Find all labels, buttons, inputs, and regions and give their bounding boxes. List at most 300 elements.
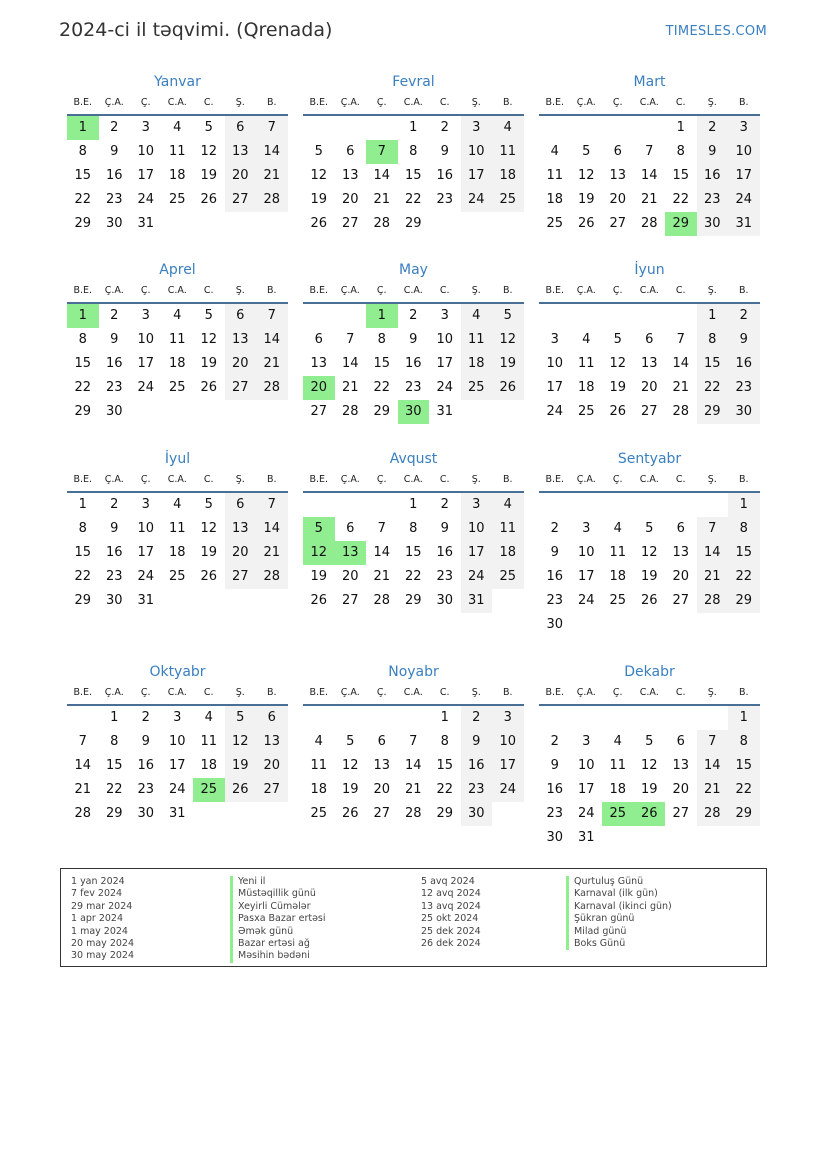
holiday-names-left <box>230 876 326 963</box>
day-cell: 4 <box>173 120 182 135</box>
weekday-label: C. <box>675 474 686 485</box>
weekday-label: Ç. <box>376 285 387 296</box>
holiday-entry: 29 mar 2024 <box>71 900 133 912</box>
day-cell: 27 <box>341 593 359 608</box>
day-cell: 19 <box>640 569 658 584</box>
holiday-dates-right <box>421 876 481 950</box>
day-cell: 9 <box>110 144 119 159</box>
week-row <box>539 754 760 778</box>
day-cell: 23 <box>436 192 454 207</box>
day-cell: 13 <box>672 545 690 560</box>
empty-cell <box>256 400 288 424</box>
empty-cell <box>193 400 225 424</box>
month-name: Mart <box>633 74 666 90</box>
day-cell: 26 <box>577 216 595 231</box>
day-cell: 1 <box>728 706 760 730</box>
day-cell: 28 <box>697 802 729 826</box>
month-name: Oktyabr <box>149 664 206 680</box>
day-cell: 28 <box>341 404 359 419</box>
day-cell: 5 <box>225 706 257 730</box>
weekday-label: B. <box>738 97 749 108</box>
day-cell: 19 <box>200 545 218 560</box>
day-cell: 3 <box>461 493 493 517</box>
week-row <box>67 730 288 754</box>
day-cell: 7 <box>346 332 355 347</box>
day-cell: 12 <box>492 328 524 352</box>
brand-link[interactable]: TIMESLES.COM <box>665 24 767 39</box>
weekday-label: Ş. <box>235 474 245 485</box>
day-cell: 5 <box>645 734 654 749</box>
empty-cell <box>256 589 288 613</box>
day-cell: 10 <box>137 521 155 536</box>
day-cell: 23 <box>546 806 564 821</box>
day-cell: 23 <box>697 188 729 212</box>
day-cell: 23 <box>404 380 422 395</box>
day-cell: 1 <box>366 304 398 328</box>
empty-cell <box>634 826 666 850</box>
day-cell: 19 <box>310 192 328 207</box>
day-cell: 31 <box>436 404 454 419</box>
day-cell: 13 <box>609 168 627 183</box>
day-cell: 15 <box>74 356 92 371</box>
weekday-label: Ş. <box>471 474 481 485</box>
day-cell: 26 <box>310 593 328 608</box>
weekday-label: B. <box>266 687 277 698</box>
weekday-label: Ç. <box>140 687 151 698</box>
weekday-label: B.E. <box>309 97 329 108</box>
month-i̇yul <box>67 449 288 613</box>
empty-cell <box>366 493 398 517</box>
week-row <box>539 541 760 565</box>
day-cell: 15 <box>404 545 422 560</box>
week-row <box>539 613 760 637</box>
day-cell: 1 <box>440 710 449 725</box>
holiday-entry: 13 avq 2024 <box>421 900 481 912</box>
week-row <box>539 212 760 236</box>
empty-cell <box>665 304 697 328</box>
day-cell: 7 <box>366 140 398 164</box>
week-row <box>539 116 760 140</box>
day-cell: 25 <box>168 569 186 584</box>
day-cell: 15 <box>728 541 760 565</box>
weekday-label: B. <box>502 474 513 485</box>
weekday-label: C. <box>203 474 214 485</box>
weekday-label: C.A. <box>639 474 659 485</box>
day-cell: 4 <box>582 332 591 347</box>
day-cell: 26 <box>200 569 218 584</box>
empty-cell <box>571 116 603 140</box>
day-cell: 18 <box>168 168 186 183</box>
day-cell: 3 <box>141 308 150 323</box>
day-cell: 8 <box>409 521 418 536</box>
week-row <box>67 352 288 376</box>
empty-cell <box>303 304 335 328</box>
day-cell: 13 <box>341 168 359 183</box>
holiday-entry: Karnaval (ikinci gün) <box>566 901 672 913</box>
weekday-label: Ş. <box>707 687 717 698</box>
holiday-entry: 26 dek 2024 <box>421 938 481 950</box>
weekday-label: B. <box>502 687 513 698</box>
day-cell: 22 <box>105 782 123 797</box>
day-cell: 10 <box>461 140 493 164</box>
day-cell: 26 <box>200 192 218 207</box>
weekday-label: Ç. <box>612 97 623 108</box>
day-cell: 2 <box>440 497 449 512</box>
day-cell: 13 <box>672 758 690 773</box>
day-cell: 9 <box>697 140 729 164</box>
weekday-label: B.E. <box>309 687 329 698</box>
day-cell: 18 <box>310 782 328 797</box>
weekday-label: C.A. <box>403 285 423 296</box>
day-cell: 15 <box>74 545 92 560</box>
empty-cell <box>366 116 398 140</box>
day-cell: 12 <box>640 758 658 773</box>
day-cell: 1 <box>67 304 99 328</box>
weekday-label: Ç. <box>612 687 623 698</box>
day-cell: 21 <box>256 352 288 376</box>
week-row <box>303 541 524 565</box>
day-cell: 18 <box>577 380 595 395</box>
day-cell: 14 <box>256 517 288 541</box>
weekday-label: Ş. <box>235 687 245 698</box>
day-cell: 8 <box>409 144 418 159</box>
day-cell: 5 <box>645 521 654 536</box>
day-cell: 15 <box>74 168 92 183</box>
day-cell: 30 <box>105 404 123 419</box>
day-cell: 13 <box>373 758 391 773</box>
day-cell: 4 <box>173 497 182 512</box>
day-cell: 16 <box>697 164 729 188</box>
day-cell: 7 <box>256 116 288 140</box>
weekday-header <box>303 469 524 493</box>
holiday-entry: 5 avq 2024 <box>421 876 475 887</box>
day-cell: 6 <box>613 144 622 159</box>
day-cell: 10 <box>137 332 155 347</box>
day-cell: 2 <box>110 308 119 323</box>
day-cell: 25 <box>461 376 493 400</box>
weekday-label: Ş. <box>707 474 717 485</box>
day-cell: 2 <box>440 120 449 135</box>
day-cell: 16 <box>461 754 493 778</box>
empty-cell <box>492 802 524 826</box>
empty-cell <box>303 706 335 730</box>
day-cell: 30 <box>105 593 123 608</box>
day-cell: 5 <box>346 734 355 749</box>
day-cell: 10 <box>436 332 454 347</box>
empty-cell <box>225 400 257 424</box>
empty-cell <box>665 613 697 637</box>
empty-cell <box>634 116 666 140</box>
day-cell: 25 <box>492 188 524 212</box>
day-cell: 14 <box>697 754 729 778</box>
empty-cell <box>162 212 194 236</box>
week-row <box>67 541 288 565</box>
weekday-label: Ç. <box>612 474 623 485</box>
day-cell: 5 <box>314 144 323 159</box>
day-cell: 12 <box>609 356 627 371</box>
week-row <box>539 328 760 352</box>
empty-cell <box>539 116 571 140</box>
day-cell: 20 <box>609 192 627 207</box>
day-cell: 11 <box>168 332 186 347</box>
day-cell: 9 <box>728 328 760 352</box>
day-cell: 11 <box>546 168 564 183</box>
day-cell: 12 <box>310 168 328 183</box>
day-cell: 3 <box>492 706 524 730</box>
week-row <box>539 164 760 188</box>
day-cell: 11 <box>492 140 524 164</box>
day-cell: 27 <box>225 376 257 400</box>
weekday-label: Ş. <box>707 97 717 108</box>
day-cell: 23 <box>105 192 123 207</box>
day-cell: 12 <box>577 168 595 183</box>
day-cell: 10 <box>728 140 760 164</box>
day-cell: 6 <box>676 521 685 536</box>
day-cell: 19 <box>492 352 524 376</box>
day-cell: 23 <box>461 778 493 802</box>
day-cell: 29 <box>404 593 422 608</box>
empty-cell <box>539 493 571 517</box>
week-row <box>303 376 524 400</box>
day-cell: 28 <box>256 188 288 212</box>
empty-cell <box>193 589 225 613</box>
weekday-label: B.E. <box>545 474 565 485</box>
day-cell: 28 <box>672 404 690 419</box>
day-cell: 24 <box>137 380 155 395</box>
weekday-header <box>539 280 760 304</box>
day-cell: 27 <box>225 188 257 212</box>
week-row <box>67 304 288 328</box>
day-cell: 27 <box>256 778 288 802</box>
week-row <box>303 116 524 140</box>
day-cell: 25 <box>168 192 186 207</box>
day-cell: 3 <box>141 497 150 512</box>
week-row <box>303 802 524 826</box>
day-cell: 21 <box>256 541 288 565</box>
day-cell: 19 <box>609 380 627 395</box>
weekday-label: Ç. <box>140 285 151 296</box>
weekday-label: Ç.A. <box>576 285 596 296</box>
day-cell: 9 <box>110 521 119 536</box>
day-cell: 18 <box>609 782 627 797</box>
empty-cell <box>571 706 603 730</box>
month-name: Yanvar <box>154 74 201 90</box>
empty-cell <box>602 304 634 328</box>
weekday-label: B.E. <box>545 285 565 296</box>
empty-cell <box>492 589 524 613</box>
day-cell: 25 <box>492 565 524 589</box>
weekday-header <box>67 280 288 304</box>
weekday-label: Ç.A. <box>340 474 360 485</box>
week-row <box>67 164 288 188</box>
empty-cell <box>461 212 493 236</box>
empty-cell <box>665 706 697 730</box>
day-cell: 5 <box>492 304 524 328</box>
day-cell: 14 <box>373 168 391 183</box>
day-cell: 4 <box>314 734 323 749</box>
day-cell: 7 <box>697 517 729 541</box>
weekday-label: C.A. <box>403 687 423 698</box>
empty-cell <box>225 802 257 826</box>
day-cell: 31 <box>137 593 155 608</box>
holiday-entry: Xeyirli Cümələr <box>230 901 326 913</box>
weekday-header <box>67 469 288 493</box>
month-sentyabr <box>539 449 760 637</box>
day-cell: 9 <box>440 144 449 159</box>
day-cell: 17 <box>137 545 155 560</box>
day-cell: 17 <box>577 569 595 584</box>
day-cell: 9 <box>141 734 150 749</box>
day-cell: 21 <box>74 782 92 797</box>
weekday-label: C. <box>203 285 214 296</box>
week-row <box>67 517 288 541</box>
month-name: İyun <box>634 262 665 278</box>
day-cell: 4 <box>173 308 182 323</box>
day-cell: 28 <box>373 216 391 231</box>
day-cell: 7 <box>676 332 685 347</box>
week-row <box>303 565 524 589</box>
empty-cell <box>602 116 634 140</box>
week-row <box>539 730 760 754</box>
day-cell: 3 <box>173 710 182 725</box>
day-cell: 24 <box>461 188 493 212</box>
weekday-label: Ç.A. <box>104 687 124 698</box>
week-row <box>539 493 760 517</box>
weekday-label: Ç. <box>612 285 623 296</box>
empty-cell <box>162 400 194 424</box>
day-cell: 30 <box>697 212 729 236</box>
month-name: Dekabr <box>624 664 675 680</box>
day-cell: 20 <box>341 569 359 584</box>
day-cell: 17 <box>492 754 524 778</box>
day-cell: 19 <box>225 754 257 778</box>
holiday-entry: 1 yan 2024 <box>71 876 125 887</box>
day-cell: 6 <box>256 706 288 730</box>
day-cell: 22 <box>672 192 690 207</box>
day-cell: 9 <box>550 545 559 560</box>
month-may <box>303 260 524 424</box>
day-cell: 16 <box>404 356 422 371</box>
day-cell: 22 <box>728 778 760 802</box>
day-cell: 23 <box>728 376 760 400</box>
day-cell: 4 <box>613 734 622 749</box>
day-cell: 17 <box>168 758 186 773</box>
day-cell: 6 <box>225 116 257 140</box>
weekday-label: C.A. <box>403 474 423 485</box>
day-cell: 11 <box>200 734 218 749</box>
day-cell: 15 <box>697 352 729 376</box>
day-cell: 14 <box>341 356 359 371</box>
day-cell: 22 <box>697 376 729 400</box>
day-cell: 16 <box>436 168 454 183</box>
empty-cell <box>303 493 335 517</box>
day-cell: 21 <box>373 569 391 584</box>
empty-cell <box>256 212 288 236</box>
week-row <box>539 802 760 826</box>
day-cell: 17 <box>137 168 155 183</box>
weekday-label: C. <box>439 285 450 296</box>
day-cell: 13 <box>335 541 367 565</box>
empty-cell <box>162 589 194 613</box>
day-cell: 11 <box>310 758 328 773</box>
day-cell: 13 <box>256 730 288 754</box>
day-cell: 1 <box>697 304 729 328</box>
day-cell: 10 <box>137 144 155 159</box>
day-cell: 26 <box>200 380 218 395</box>
month-dekabr <box>539 662 760 850</box>
day-cell: 13 <box>225 517 257 541</box>
day-cell: 25 <box>609 593 627 608</box>
day-cell: 30 <box>436 593 454 608</box>
day-cell: 22 <box>436 782 454 797</box>
day-cell: 16 <box>105 545 123 560</box>
week-row <box>303 352 524 376</box>
day-cell: 11 <box>577 356 595 371</box>
week-row <box>539 188 760 212</box>
day-cell: 19 <box>640 782 658 797</box>
day-cell: 27 <box>609 216 627 231</box>
week-row <box>67 212 288 236</box>
holiday-entry: 30 may 2024 <box>71 950 135 962</box>
weekday-label: Ç. <box>376 687 387 698</box>
day-cell: 23 <box>137 782 155 797</box>
day-cell: 26 <box>225 778 257 802</box>
weekday-label: Ş. <box>235 97 245 108</box>
day-cell: 24 <box>436 380 454 395</box>
day-cell: 31 <box>168 806 186 821</box>
day-cell: 16 <box>137 758 155 773</box>
day-cell: 10 <box>168 734 186 749</box>
day-cell: 17 <box>436 356 454 371</box>
day-cell: 18 <box>492 541 524 565</box>
day-cell: 5 <box>582 144 591 159</box>
day-cell: 30 <box>461 802 493 826</box>
week-row <box>539 565 760 589</box>
weekday-label: C. <box>675 97 686 108</box>
month-name: May <box>399 262 428 278</box>
day-cell: 29 <box>74 216 92 231</box>
day-cell: 29 <box>74 593 92 608</box>
empty-cell <box>602 826 634 850</box>
empty-cell <box>398 706 430 730</box>
empty-cell <box>634 493 666 517</box>
day-cell: 16 <box>546 782 564 797</box>
day-cell: 14 <box>404 758 422 773</box>
day-cell: 22 <box>728 565 760 589</box>
weekday-label: C.A. <box>639 687 659 698</box>
weekday-label: C.A. <box>639 97 659 108</box>
week-row <box>303 778 524 802</box>
empty-cell <box>602 706 634 730</box>
week-row <box>67 400 288 424</box>
weekday-label: C. <box>203 687 214 698</box>
week-row <box>539 706 760 730</box>
day-cell: 28 <box>404 806 422 821</box>
week-row <box>303 212 524 236</box>
day-cell: 8 <box>78 144 87 159</box>
month-yanvar <box>67 72 288 236</box>
holiday-entry: Əmək günü <box>230 926 326 938</box>
day-cell: 5 <box>204 120 213 135</box>
day-cell: 16 <box>728 352 760 376</box>
day-cell: 11 <box>461 328 493 352</box>
holiday-dates-left <box>71 876 134 963</box>
day-cell: 7 <box>78 734 87 749</box>
day-cell: 17 <box>546 380 564 395</box>
day-cell: 11 <box>168 144 186 159</box>
day-cell: 12 <box>341 758 359 773</box>
empty-cell <box>67 706 99 730</box>
